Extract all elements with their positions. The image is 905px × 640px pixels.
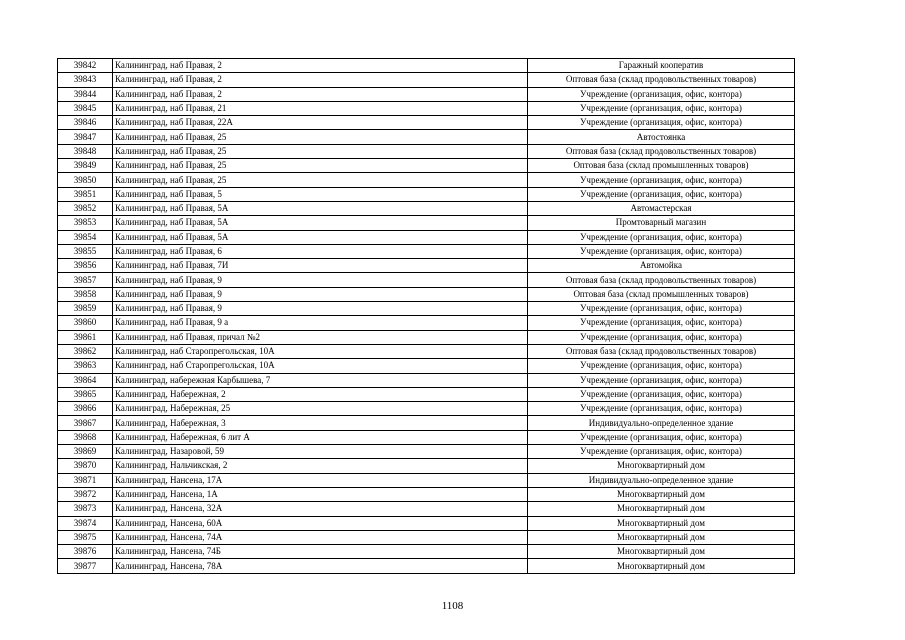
object-type-cell: Многоквартирный дом (528, 459, 795, 473)
object-type-cell: Учреждение (организация, офис, контора) (528, 187, 795, 201)
object-type-cell: Индивидуально-определенное здание (528, 473, 795, 487)
row-id-cell: 39849 (58, 159, 113, 173)
row-id-cell: 39876 (58, 545, 113, 559)
row-id-cell: 39871 (58, 473, 113, 487)
table-row (58, 359, 795, 373)
address-cell: Калининград, наб Правая, 6 (113, 244, 528, 258)
table-row (58, 430, 795, 444)
row-id-cell: 39847 (58, 130, 113, 144)
table-row (58, 159, 795, 173)
registry-table (57, 58, 795, 574)
table-row (58, 387, 795, 401)
address-cell: Калининград, наб Правая, 9 (113, 302, 528, 316)
row-id-cell: 39851 (58, 187, 113, 201)
table-row (58, 244, 795, 258)
object-type-cell: Учреждение (организация, офис, контора) (528, 173, 795, 187)
row-id-cell: 39850 (58, 173, 113, 187)
page-number: 1108 (441, 600, 464, 612)
object-type-cell: Учреждение (организация, офис, контора) (528, 230, 795, 244)
object-type-cell: Автомойка (528, 259, 795, 273)
table-row (58, 59, 795, 73)
table-row (58, 173, 795, 187)
table-row (58, 530, 795, 544)
row-id-cell: 39857 (58, 273, 113, 287)
object-type-cell: Учреждение (организация, офис, контора) (528, 101, 795, 115)
address-cell: Калининград, наб Правая, 25 (113, 159, 528, 173)
table-row (58, 473, 795, 487)
registry-table-body (58, 59, 795, 574)
table-row (58, 559, 795, 573)
row-id-cell: 39868 (58, 430, 113, 444)
address-cell: Калининград, наб Правая, 2 (113, 73, 528, 87)
table-row (58, 259, 795, 273)
address-cell: Калининград, наб Правая, 2 (113, 87, 528, 101)
table-row (58, 445, 795, 459)
object-type-cell: Оптовая база (склад продовольственных товаров) (528, 273, 795, 287)
address-cell: Калининград, наб Правая, 2 (113, 59, 528, 73)
row-id-cell: 39860 (58, 316, 113, 330)
object-type-cell: Учреждение (организация, офис, контора) (528, 373, 795, 387)
row-id-cell: 39855 (58, 244, 113, 258)
object-type-cell: Учреждение (организация, офис, контора) (528, 87, 795, 101)
object-type-cell: Оптовая база (склад промышленных товаров) (528, 159, 795, 173)
address-cell: Калининград, Нансена, 17А (113, 473, 528, 487)
table-row (58, 502, 795, 516)
table-row (58, 416, 795, 430)
table-row (58, 330, 795, 344)
table-row (58, 87, 795, 101)
object-type-cell: Многоквартирный дом (528, 502, 795, 516)
address-cell: Калининград, Нансена, 32А (113, 502, 528, 516)
row-id-cell: 39843 (58, 73, 113, 87)
object-type-cell: Учреждение (организация, офис, контора) (528, 359, 795, 373)
table-row (58, 187, 795, 201)
table-row (58, 344, 795, 358)
address-cell: Калининград, наб Правая, 25 (113, 173, 528, 187)
address-cell: Калининград, наб Правая, 9 а (113, 316, 528, 330)
row-id-cell: 39875 (58, 530, 113, 544)
table-row (58, 144, 795, 158)
object-type-cell: Учреждение (организация, офис, контора) (528, 430, 795, 444)
table-row (58, 216, 795, 230)
address-cell: Калининград, Нансена, 74А (113, 530, 528, 544)
table-row (58, 230, 795, 244)
address-cell: Калининград, наб Правая, 5А (113, 201, 528, 215)
row-id-cell: 39867 (58, 416, 113, 430)
address-cell: Калининград, Нансена, 78А (113, 559, 528, 573)
row-id-cell: 39842 (58, 59, 113, 73)
table-row (58, 302, 795, 316)
table-row (58, 73, 795, 87)
row-id-cell: 39872 (58, 487, 113, 501)
row-id-cell: 39846 (58, 116, 113, 130)
address-cell: Калининград, наб Старопрегольская, 10А (113, 359, 528, 373)
object-type-cell: Учреждение (организация, офис, контора) (528, 116, 795, 130)
table-row (58, 101, 795, 115)
row-id-cell: 39874 (58, 516, 113, 530)
row-id-cell: 39877 (58, 559, 113, 573)
address-cell: Калининград, наб Правая, 25 (113, 144, 528, 158)
address-cell: Калининград, наб Правая, причал №2 (113, 330, 528, 344)
row-id-cell: 39859 (58, 302, 113, 316)
row-id-cell: 39873 (58, 502, 113, 516)
object-type-cell: Учреждение (организация, офис, контора) (528, 330, 795, 344)
object-type-cell: Учреждение (организация, офис, контора) (528, 244, 795, 258)
object-type-cell: Гаражный кооператив (528, 59, 795, 73)
object-type-cell: Автомастерская (528, 201, 795, 215)
object-type-cell: Многоквартирный дом (528, 516, 795, 530)
address-cell: Калининград, наб Правая, 7И (113, 259, 528, 273)
object-type-cell: Индивидуально-определенное здание (528, 416, 795, 430)
row-id-cell: 39862 (58, 344, 113, 358)
table-row (58, 516, 795, 530)
address-cell: Калининград, Набережная, 3 (113, 416, 528, 430)
row-id-cell: 39848 (58, 144, 113, 158)
row-id-cell: 39852 (58, 201, 113, 215)
address-cell: Калининград, Нансена, 60А (113, 516, 528, 530)
address-cell: Калининград, наб Правая, 21 (113, 101, 528, 115)
address-cell: Калининград, наб Правая, 9 (113, 273, 528, 287)
row-id-cell: 39854 (58, 230, 113, 244)
object-type-cell: Многоквартирный дом (528, 559, 795, 573)
row-id-cell: 39866 (58, 402, 113, 416)
object-type-cell: Учреждение (организация, офис, контора) (528, 387, 795, 401)
address-cell: Калининград, наб Правая, 5 (113, 187, 528, 201)
address-cell: Калининград, наб Правая, 22А (113, 116, 528, 130)
address-cell: Калининград, Нансена, 1А (113, 487, 528, 501)
address-cell: Калининград, набережная Карбышева, 7 (113, 373, 528, 387)
object-type-cell: Автостоянка (528, 130, 795, 144)
row-id-cell: 39856 (58, 259, 113, 273)
object-type-cell: Учреждение (организация, офис, контора) (528, 316, 795, 330)
table-row (58, 273, 795, 287)
address-cell: Калининград, Нансена, 74Б (113, 545, 528, 559)
address-cell: Калининград, наб Правая, 5А (113, 216, 528, 230)
address-cell: Калининград, Нальчикская, 2 (113, 459, 528, 473)
row-id-cell: 39861 (58, 330, 113, 344)
object-type-cell: Оптовая база (склад продовольственных товаров) (528, 73, 795, 87)
address-cell: Калининград, наб Правая, 25 (113, 130, 528, 144)
address-cell: Калининград, наб Правая, 5А (113, 230, 528, 244)
table-row (58, 402, 795, 416)
address-cell: Калининград, наб Правая, 9 (113, 287, 528, 301)
table-row (58, 487, 795, 501)
object-type-cell: Учреждение (организация, офис, контора) (528, 302, 795, 316)
row-id-cell: 39858 (58, 287, 113, 301)
address-cell: Калининград, Назаровой, 59 (113, 445, 528, 459)
row-id-cell: 39865 (58, 387, 113, 401)
address-cell: Калининград, Набережная, 2 (113, 387, 528, 401)
address-cell: Калининград, наб Старопрегольская, 10А (113, 344, 528, 358)
row-id-cell: 39844 (58, 87, 113, 101)
row-id-cell: 39870 (58, 459, 113, 473)
object-type-cell: Учреждение (организация, офис, контора) (528, 445, 795, 459)
table-row (58, 116, 795, 130)
row-id-cell: 39845 (58, 101, 113, 115)
object-type-cell: Оптовая база (склад продовольственных товаров) (528, 144, 795, 158)
object-type-cell: Многоквартирный дом (528, 487, 795, 501)
object-type-cell: Оптовая база (склад промышленных товаров) (528, 287, 795, 301)
object-type-cell: Оптовая база (склад продовольственных товаров) (528, 344, 795, 358)
row-id-cell: 39869 (58, 445, 113, 459)
row-id-cell: 39864 (58, 373, 113, 387)
table-row (58, 130, 795, 144)
object-type-cell: Многоквартирный дом (528, 545, 795, 559)
object-type-cell: Учреждение (организация, офис, контора) (528, 402, 795, 416)
table-row (58, 373, 795, 387)
object-type-cell: Многоквартирный дом (528, 530, 795, 544)
row-id-cell: 39853 (58, 216, 113, 230)
address-cell: Калининград, Набережная, 6 лит А (113, 430, 528, 444)
object-type-cell: Промтоварный магазин (528, 216, 795, 230)
table-row (58, 459, 795, 473)
address-cell: Калининград, Набережная, 25 (113, 402, 528, 416)
table-row (58, 316, 795, 330)
table-row (58, 201, 795, 215)
table-row (58, 545, 795, 559)
row-id-cell: 39863 (58, 359, 113, 373)
table-row (58, 287, 795, 301)
